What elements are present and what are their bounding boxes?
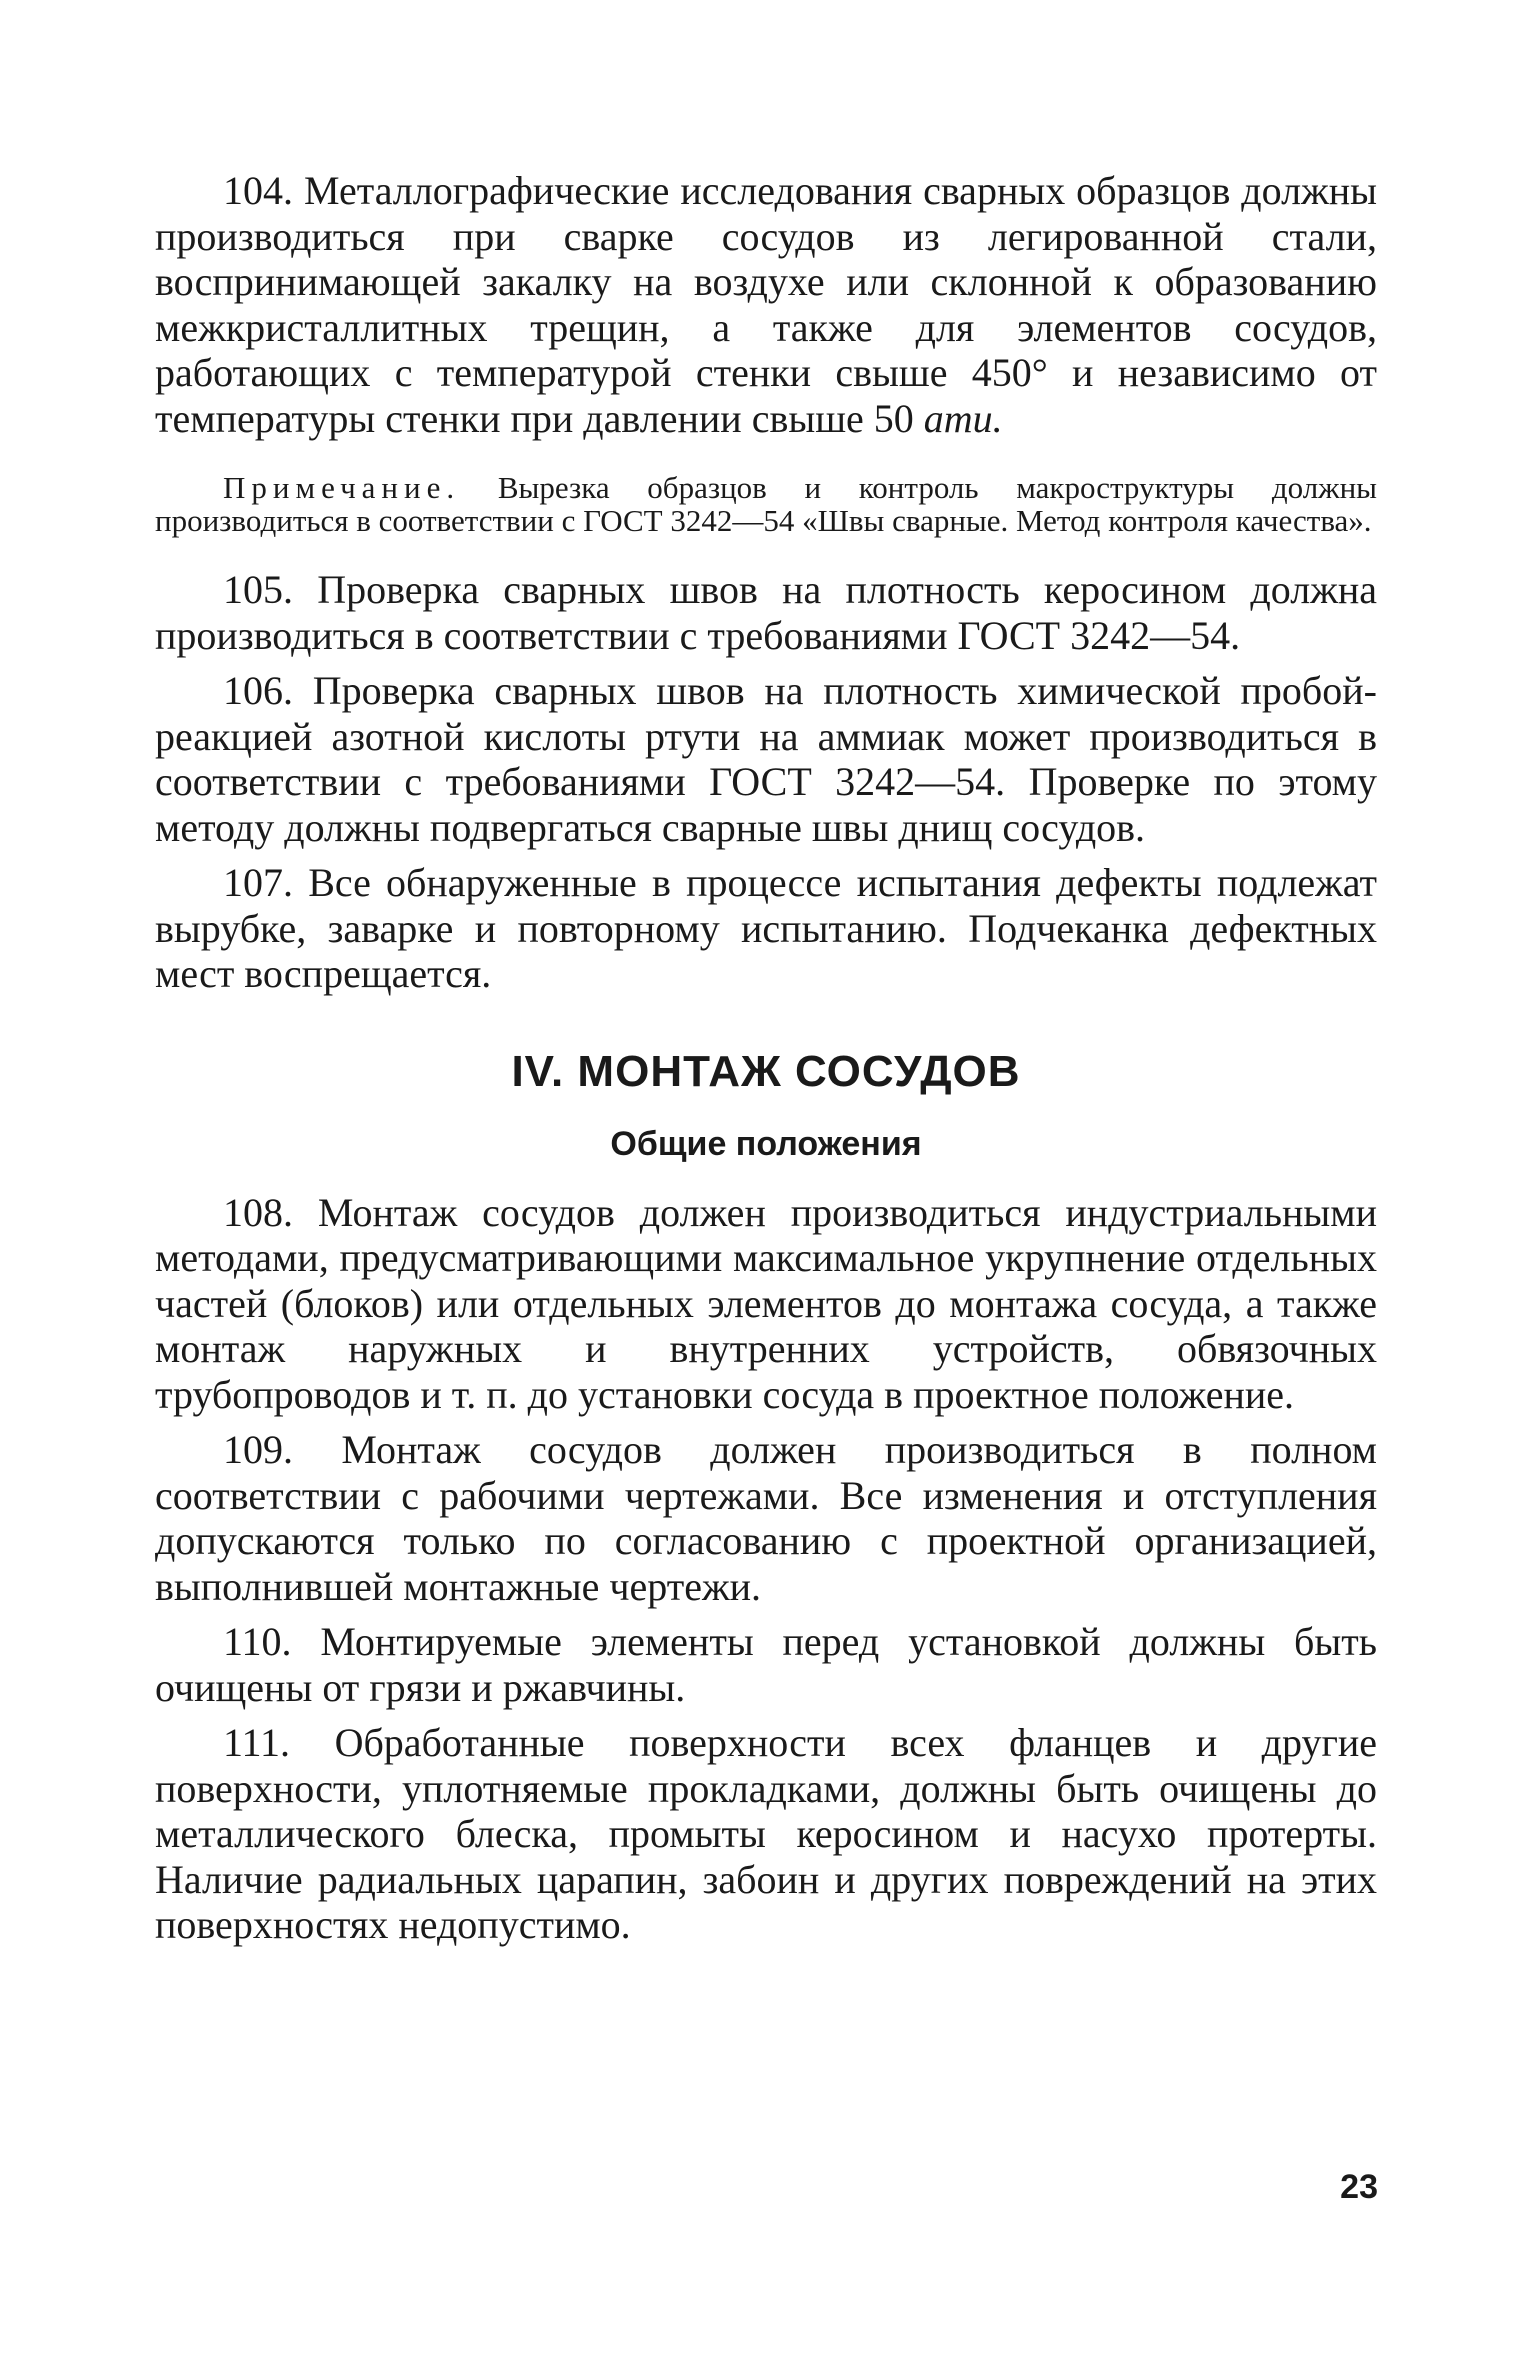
paragraph-number: 105. (223, 567, 293, 612)
paragraph-110 (155, 1619, 1377, 1710)
paragraph-111 (155, 1720, 1377, 1948)
subsection-title: Общие положения (610, 1124, 922, 1163)
paragraph-text: Проверка сварных швов на плотность керосином должна производиться в соответствии с требованиями ГОСТ 3242—54. (155, 567, 1377, 658)
note-label: Примечание. (223, 470, 461, 505)
paragraph-text: Монтаж сосудов должен производиться в полном соответствии с рабочими чертежами. Все изменения и отступления допускаются только по согласованию с проектной организацией, выполнившей монтажные чертежи. (155, 1427, 1377, 1609)
paragraph-text: Проверка сварных швов на плотность химической пробой-реакцией азотной кислоты ртути на аммиак может производиться в соответствии с требованиями ГОСТ 3242—54. Проверке по этому методу должны подвергаться сварные швы днищ сосудов. (155, 668, 1378, 850)
section-title: IV. МОНТАЖ СОСУДОВ (511, 1046, 1021, 1096)
paragraph-number: 110. (223, 1619, 292, 1664)
paragraph-text: Все обнаруженные в процессе испытания дефекты подлежат вырубке, заварке и повторному испытанию. Подчеканка дефектных мест воспрещается. (155, 860, 1377, 996)
unit-text: ати. (923, 395, 1003, 441)
paragraph-number: 104. (223, 168, 293, 213)
paragraph-number: 107. (223, 860, 293, 905)
paragraph-107 (155, 860, 1377, 997)
paragraph-text: Обработанные поверхности всех фланцев и другие поверхности, уплотняемые прокладками, должны быть очищены до металлического блеска, промыты керосином и насухо протерты. Наличие радиальных царапин, забоин и других повреждений на этих поверхностях недопустимо. (155, 1720, 1378, 1947)
paragraph-text: Монтаж сосудов должен производиться индустриальными методами, предусматривающими максимальное укрупнение отдельных частей (блоков) или отдельных элементов до монтажа сосуда, а также монтаж наружных и внутренних устройств, обвязочных трубопроводов и т. п. до установки сосуда в проектное положение. (155, 1189, 1377, 1417)
note (155, 471, 1377, 537)
paragraph-104 (155, 168, 1377, 441)
paragraph-number: 109. (223, 1427, 293, 1472)
note-text: Вырезка образцов и контроль макроструктуры должны производиться в соответствии с ГОСТ 3242—54 «Швы сварные. Метод контроля качества». (155, 470, 1377, 538)
page-content (155, 168, 1377, 1958)
paragraph-106 (155, 668, 1377, 850)
paragraph-number: 108. (223, 1189, 293, 1235)
paragraph-text: Металлографические исследования сварных образцов должны производиться при сварке сосудов из легированной стали, воспринимающей закалку на воздухе или склонной к образованию межкристаллитных трещин, а также для элементов сосудов, работающих с температурой стенки свыше 450° и независимо от температуры стенки при давлении свыше 50 (155, 168, 1377, 441)
paragraph-108 (155, 1190, 1377, 1418)
paragraph-105 (155, 567, 1377, 658)
paragraph-109 (155, 1427, 1377, 1609)
page-number: 23 (1340, 2168, 1378, 2206)
paragraph-number: 106. (223, 668, 293, 713)
paragraph-number: 111. (223, 1720, 291, 1765)
paragraph-text: Монтируемые элементы перед установкой должны быть очищены от грязи и ржавчины. (155, 1619, 1377, 1710)
